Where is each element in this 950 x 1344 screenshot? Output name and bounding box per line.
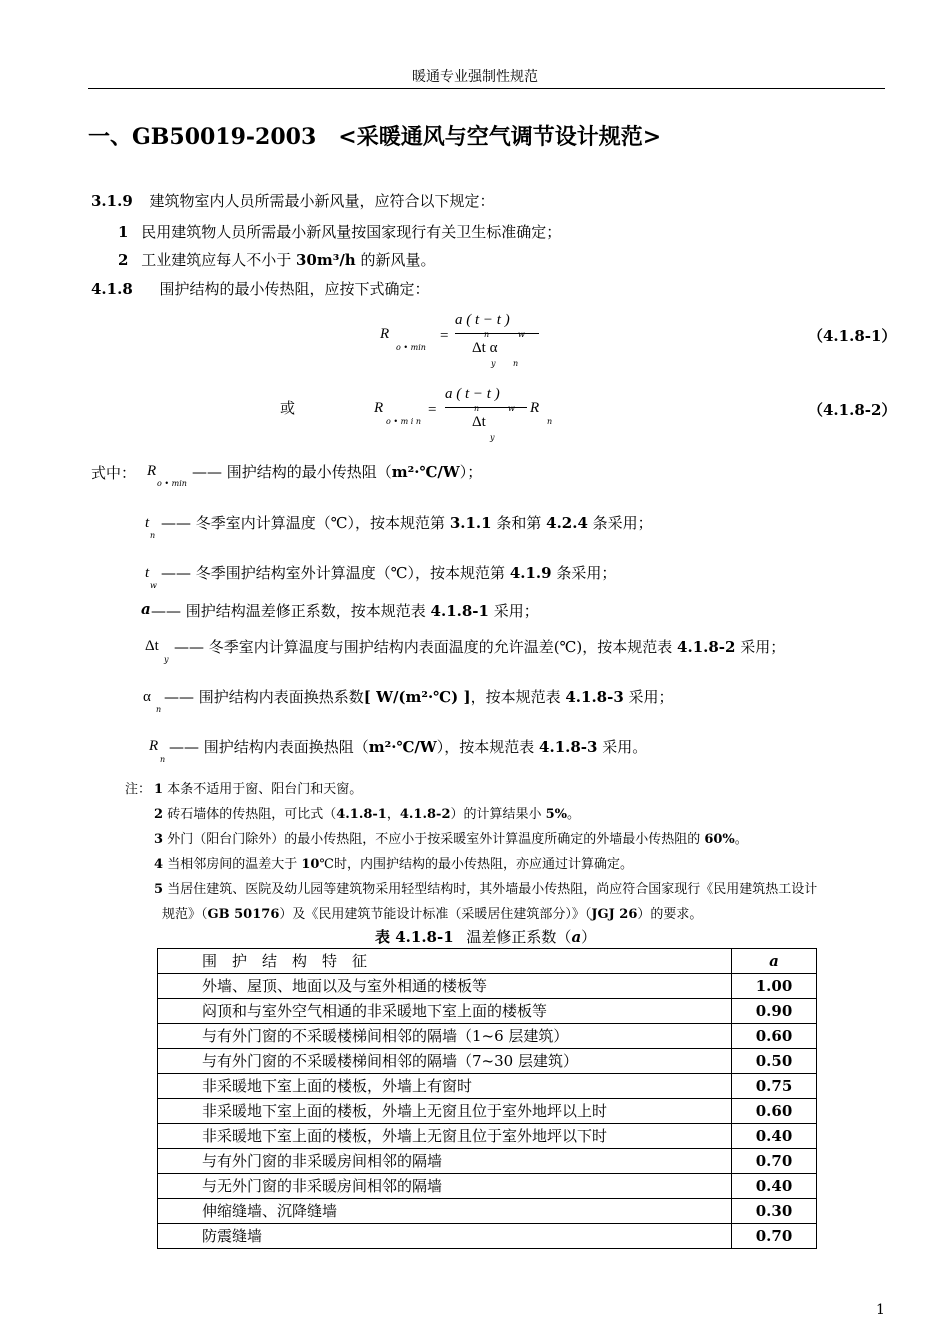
row-value: 0.40 — [732, 1124, 817, 1149]
row-description: 非采暖地下室上面的楼板，外墙上有窗时 — [158, 1074, 732, 1099]
row-value: 0.90 — [732, 999, 817, 1024]
definition-text: —— 冬季室内计算温度与围护结构内表面温度的允许温差(℃)，按本规范表 4.1.8-2 采用； — [174, 638, 786, 656]
definition-text: —— 围护结构的最小传热阻（m²·℃/W）； — [192, 463, 483, 481]
clause-4-1-8 — [91, 278, 430, 299]
clause-text: 围护结构的最小传热阻，应按下式确定： — [159, 280, 430, 298]
table-row — [158, 1174, 817, 1199]
row-value: 0.70 — [732, 1149, 817, 1174]
row-value: 0.40 — [732, 1174, 817, 1199]
table-row — [158, 1149, 817, 1174]
row-description: 非采暖地下室上面的楼板，外墙上无窗且位于室外地坪以上时 — [158, 1099, 732, 1124]
page-number: 1 — [876, 1302, 885, 1318]
row-value: 0.75 — [732, 1074, 817, 1099]
note-5-cont: 规范》（GB 50176）及《民用建筑节能设计标准（采暖居住建筑部分）》（JGJ 26）的要求。 — [162, 907, 703, 922]
definition-text: —— 围护结构内表面换热阻（m²·℃/W），按本规范表 4.1.8-3 采用。 — [169, 738, 648, 756]
fraction-bar — [455, 333, 539, 334]
note-3: 3 外门（阳台门除外）的最小传热阻，不应小于按采暖室外计算温度所确定的外墙最小传热阻的 60%。 — [154, 832, 748, 847]
clause-text: 建筑物室内人员所需最小新风量，应符合以下规定： — [149, 192, 495, 210]
row-value: 0.60 — [732, 1099, 817, 1124]
row-description: 闷顶和与室外空气相通的非采暖地下室上面的楼板等 — [158, 999, 732, 1024]
clause-item-1: 1 民用建筑物人员所需最小新风量按国家现行有关卫生标准确定； — [118, 223, 562, 241]
clause-number: 4.1.8 — [91, 280, 133, 298]
correction-coefficient-table — [157, 948, 817, 1249]
definition-text: —— 围护结构温差修正系数，按本规范表 4.1.8-1 采用； — [151, 602, 539, 620]
fraction-bar — [445, 407, 527, 408]
row-description: 与有外门窗的不采暖楼梯间相邻的隔墙（7~30 层建筑） — [158, 1049, 732, 1074]
table-row — [158, 1074, 817, 1099]
note-1: 1 本条不适用于窗、阳台门和天窗。 — [154, 782, 363, 797]
table-row — [158, 1024, 817, 1049]
row-description: 外墙、屋顶、地面以及与室外相通的楼板等 — [158, 974, 732, 999]
clause-item-2: 2 工业建筑应每人不小于 30m³/h 的新风量。 — [118, 251, 436, 269]
row-description: 与无外门窗的非采暖房间相邻的隔墙 — [158, 1174, 732, 1199]
row-value: 1.00 — [732, 974, 817, 999]
formula-label: （4.1.8-2） — [808, 401, 897, 419]
clause-3-1-9 — [91, 190, 495, 211]
note-5: 5 当居住建筑、医院及幼儿园等建筑物采用轻型结构时，其外墙最小传热阻，尚应符合国家现行《民用建筑热工设计 — [154, 882, 818, 897]
table-row — [158, 1124, 817, 1149]
definition-text: —— 冬季室内计算温度（℃），按本规范第 3.1.1 条和第 4.2.4 条采用； — [161, 514, 653, 532]
header-rule — [88, 88, 885, 89]
row-description: 与有外门窗的非采暖房间相邻的隔墙 — [158, 1149, 732, 1174]
table-row — [158, 999, 817, 1024]
formula-label: （4.1.8-1） — [808, 327, 897, 345]
table-caption: 表 4.1.8-1 温差修正系数（a） — [375, 928, 597, 946]
row-description: 非采暖地下室上面的楼板，外墙上无窗且位于室外地坪以下时 — [158, 1124, 732, 1149]
table-row — [158, 1224, 817, 1249]
row-value: 0.70 — [732, 1224, 817, 1249]
table-header-row — [158, 949, 817, 974]
page-header: 暖通专业强制性规范 — [412, 69, 538, 85]
header-cell-a: a — [732, 949, 817, 974]
document-title: 一、GB50019-2003 <采暖通风与空气调节设计规范> — [88, 124, 662, 150]
table-row — [158, 1099, 817, 1124]
row-value: 0.60 — [732, 1024, 817, 1049]
table-row — [158, 1049, 817, 1074]
header-cell-feature: 围 护 结 构 特 征 — [158, 949, 732, 974]
definition-text: —— 冬季围护结构室外计算温度（℃），按本规范第 4.1.9 条采用； — [161, 564, 617, 582]
note-4: 4 当相邻房间的温差大于 10℃时，内围护结构的最小传热阻，亦应通过计算确定。 — [154, 857, 633, 872]
row-description: 与有外门窗的不采暖楼梯间相邻的隔墙（1~6 层建筑） — [158, 1024, 732, 1049]
table-row — [158, 974, 817, 999]
note-2: 2 砖石墙体的传热阻，可比式（4.1.8-1，4.1.8-2）的计算结果小 5%。 — [154, 807, 581, 822]
row-description: 防震缝墙 — [158, 1224, 732, 1249]
row-value: 0.30 — [732, 1199, 817, 1224]
row-value: 0.50 — [732, 1049, 817, 1074]
row-description: 伸缩缝墙、沉降缝墙 — [158, 1199, 732, 1224]
table-row — [158, 1199, 817, 1224]
clause-number: 3.1.9 — [91, 192, 133, 210]
definition-text: —— 围护结构内表面换热系数[ W/(m²·℃) ]，按本规范表 4.1.8-3 采用； — [164, 688, 674, 706]
